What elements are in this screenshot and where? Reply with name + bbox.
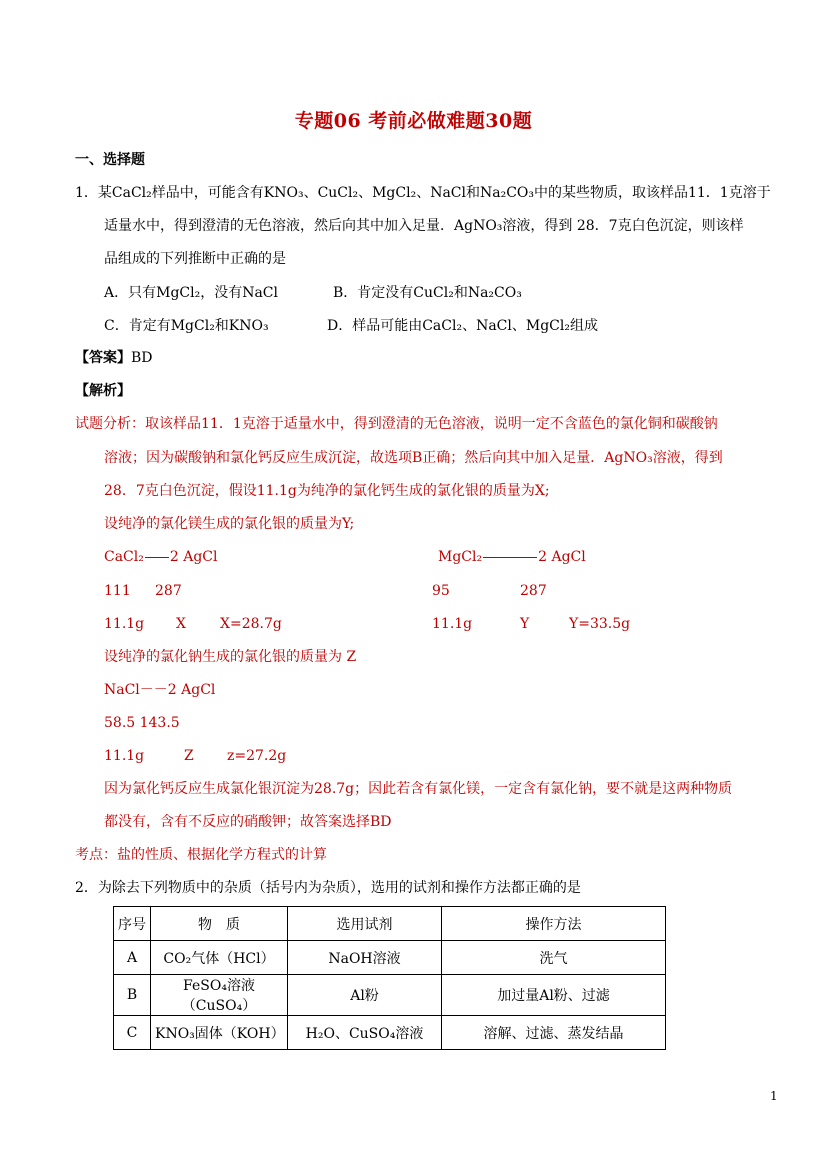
equation-nacl: NaCl－－2 AgCl bbox=[104, 682, 216, 698]
q1-option-b: B．肯定没有CuCl₂和Na₂CO₃ bbox=[333, 285, 522, 301]
analysis-line-3: 28．7克白色沉淀，假设11.1g为纯净的氯化钙生成的氯化银的质量为X; bbox=[104, 483, 550, 499]
analysis-label: 【解析】 bbox=[75, 383, 131, 399]
equation-right: 2 AgCl bbox=[538, 549, 586, 565]
q1-line-3: 品组成的下列推断中正确的是 bbox=[104, 251, 286, 267]
table-cell: A bbox=[114, 941, 151, 975]
answer-label: 【答案】 bbox=[75, 350, 131, 366]
analysis-line-1: 试题分析：取该样品11．1克溶于适量水中，得到澄清的无色溶液，说明一定不含蓝色的氯化铜和碳酸钠 bbox=[75, 416, 718, 432]
unknown-y: Y bbox=[520, 616, 530, 632]
q1-line-2: 适量水中，得到澄清的无色溶液，然后向其中加入足量．AgNO₃溶液，得到 28．7克白色沉淀，则该样 bbox=[104, 218, 744, 234]
q1-line-1: 1．某CaCl₂样品中，可能含有KNO₃、CuCl₂、MgCl₂、NaCl和Na₂CO₃中的某些物质，取该样品11．1克溶于 bbox=[75, 185, 771, 201]
result-z: z=27.2g bbox=[227, 748, 287, 764]
q2-table bbox=[113, 906, 666, 1050]
header-cell: 序号 bbox=[114, 907, 151, 941]
table-cell: CO₂气体（HCl） bbox=[151, 941, 288, 975]
mass-nacl: 58.5 143.5 bbox=[104, 715, 180, 731]
result-y: Y=33.5g bbox=[569, 616, 631, 632]
analysis-line-7: 都没有，含有不反应的硝酸钾；故答案选择BD bbox=[104, 814, 392, 830]
header-cell: 选用试剂 bbox=[288, 907, 442, 941]
table-header-row bbox=[114, 907, 666, 941]
mass-mgcl2: 95 bbox=[432, 583, 450, 599]
analysis-line-2: 溶液；因为碳酸钠和氯化钙反应生成沉淀，故选项B正确；然后向其中加入足量．AgNO₃溶液，得到 bbox=[104, 450, 723, 466]
q2-stem: 2．为除去下列物质中的杂质（括号内为杂质），选用的试剂和操作方法都正确的是 bbox=[75, 880, 581, 896]
table-cell: KNO₃固体（KOH） bbox=[151, 1016, 288, 1050]
table-cell: 加过量Al粉、过滤 bbox=[442, 975, 666, 1016]
analysis-line-6: 因为氯化钙反应生成氯化银沉淀为28.7g；因此若含有氯化镁，一定含有氯化钠，要不就是这两种物质 bbox=[104, 781, 733, 797]
mass-cacl2: 111 bbox=[104, 583, 131, 599]
result-x: X=28.7g bbox=[220, 616, 282, 632]
table-cell: 溶解、过滤、蒸发结晶 bbox=[442, 1016, 666, 1050]
answer-value: BD bbox=[131, 350, 153, 366]
q1-option-c: C．肯定有MgCl₂和KNO₃ bbox=[104, 318, 269, 334]
equation-dash bbox=[483, 557, 537, 558]
table-cell: 洗气 bbox=[442, 941, 666, 975]
equation-cacl2 bbox=[104, 547, 218, 567]
q1-option-d: D．样品可能由CaCl₂、NaCl、MgCl₂组成 bbox=[327, 318, 598, 334]
equation-mgcl2 bbox=[438, 547, 586, 567]
table-row bbox=[114, 975, 666, 1016]
page-number: 1 bbox=[770, 1089, 778, 1103]
equation-right: 2 AgCl bbox=[169, 549, 218, 565]
table-cell: FeSO₄溶液（CuSO₄） bbox=[151, 975, 288, 1016]
table-cell: H₂O、CuSO₄溶液 bbox=[288, 1016, 442, 1050]
given-2: 11.1g bbox=[432, 616, 473, 632]
knowledge-point: 考点：盐的性质、根据化学方程式的计算 bbox=[75, 847, 327, 863]
answer-line bbox=[75, 348, 153, 368]
unknown-x: X bbox=[176, 616, 186, 632]
q1-option-a: A．只有MgCl₂，没有NaCl bbox=[104, 285, 278, 301]
mass-agcl-1: 287 bbox=[155, 583, 182, 599]
given-3: 11.1g bbox=[104, 748, 145, 764]
unknown-z: Z bbox=[184, 748, 194, 764]
table-cell: NaOH溶液 bbox=[288, 941, 442, 975]
analysis-line-4: 设纯净的氯化镁生成的氯化银的质量为Y; bbox=[104, 516, 355, 532]
table-cell: B bbox=[114, 975, 151, 1016]
analysis-line-5: 设纯净的氯化钠生成的氯化银的质量为 Z bbox=[104, 649, 357, 665]
equation-left: CaCl₂ bbox=[104, 549, 144, 565]
mass-agcl-2: 287 bbox=[520, 583, 547, 599]
table-row bbox=[114, 941, 666, 975]
table-row bbox=[114, 1016, 666, 1050]
header-cell: 操作方法 bbox=[442, 907, 666, 941]
header-cell: 物 质 bbox=[151, 907, 288, 941]
equation-dash bbox=[145, 557, 169, 558]
table-cell: Al粉 bbox=[288, 975, 442, 1016]
section-heading: 一、选择题 bbox=[75, 152, 145, 168]
table-cell: C bbox=[114, 1016, 151, 1050]
equation-left: MgCl₂ bbox=[438, 549, 483, 565]
page-title: 专题06 考前必做难题30题 bbox=[294, 110, 533, 132]
given-1: 11.1g bbox=[104, 616, 145, 632]
